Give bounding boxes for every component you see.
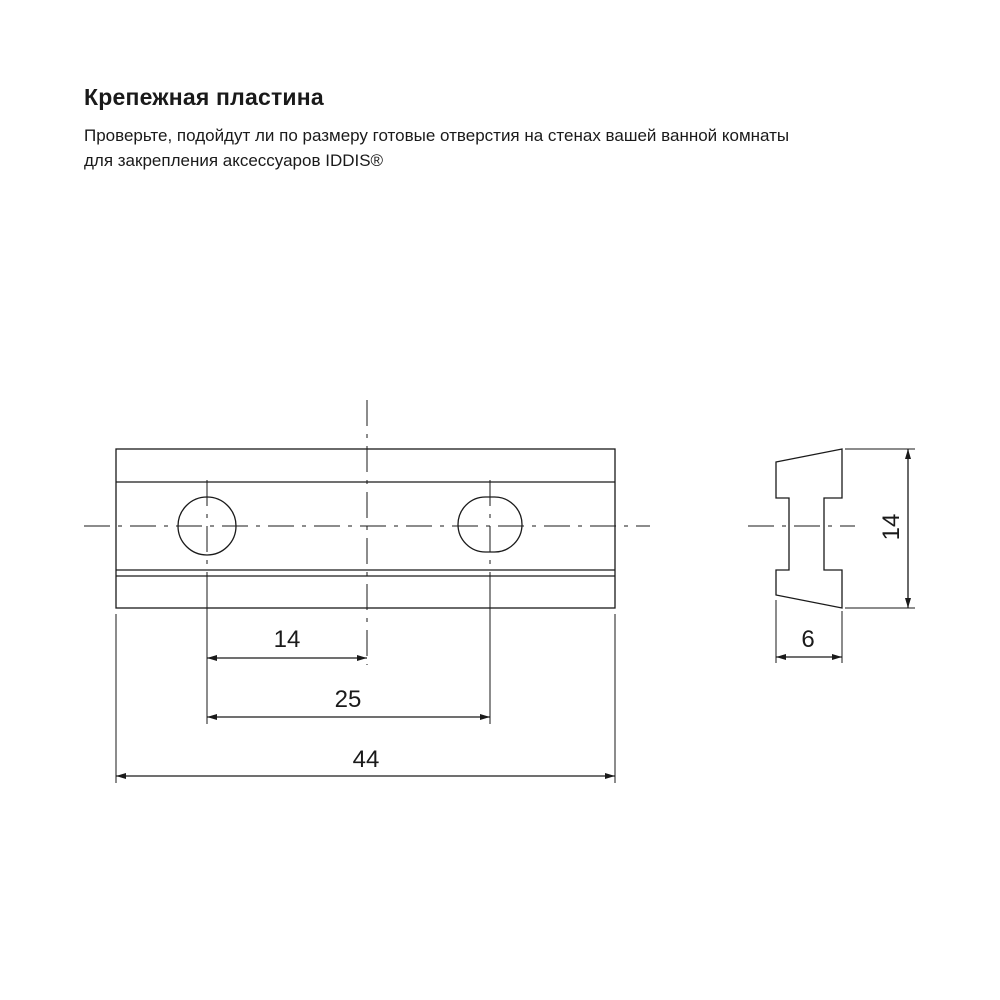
dim-label-hole-to-hole: 25: [334, 686, 362, 713]
description-line-2: для закрепления аксессуаров IDDIS®: [84, 151, 384, 170]
center-lines: [84, 400, 650, 665]
plate-front-view: [116, 449, 615, 608]
description-line-1: Проверьте, подойдут ли по размеру готовые отверстия на стенах вашей ванной комнаты: [84, 126, 790, 145]
profile-extension-lines: [776, 449, 915, 663]
profile-outline: [776, 449, 842, 608]
page-title: Крепежная пластина: [84, 84, 324, 110]
dim-label-total-length: 44: [352, 746, 380, 773]
plate-side-profile: [776, 449, 842, 608]
dim-label-hole-to-center: 14: [273, 626, 301, 653]
dim-label-profile-height: 14: [878, 513, 905, 541]
dim-label-profile-width: 6: [801, 626, 815, 653]
plate-outline: [116, 449, 615, 608]
